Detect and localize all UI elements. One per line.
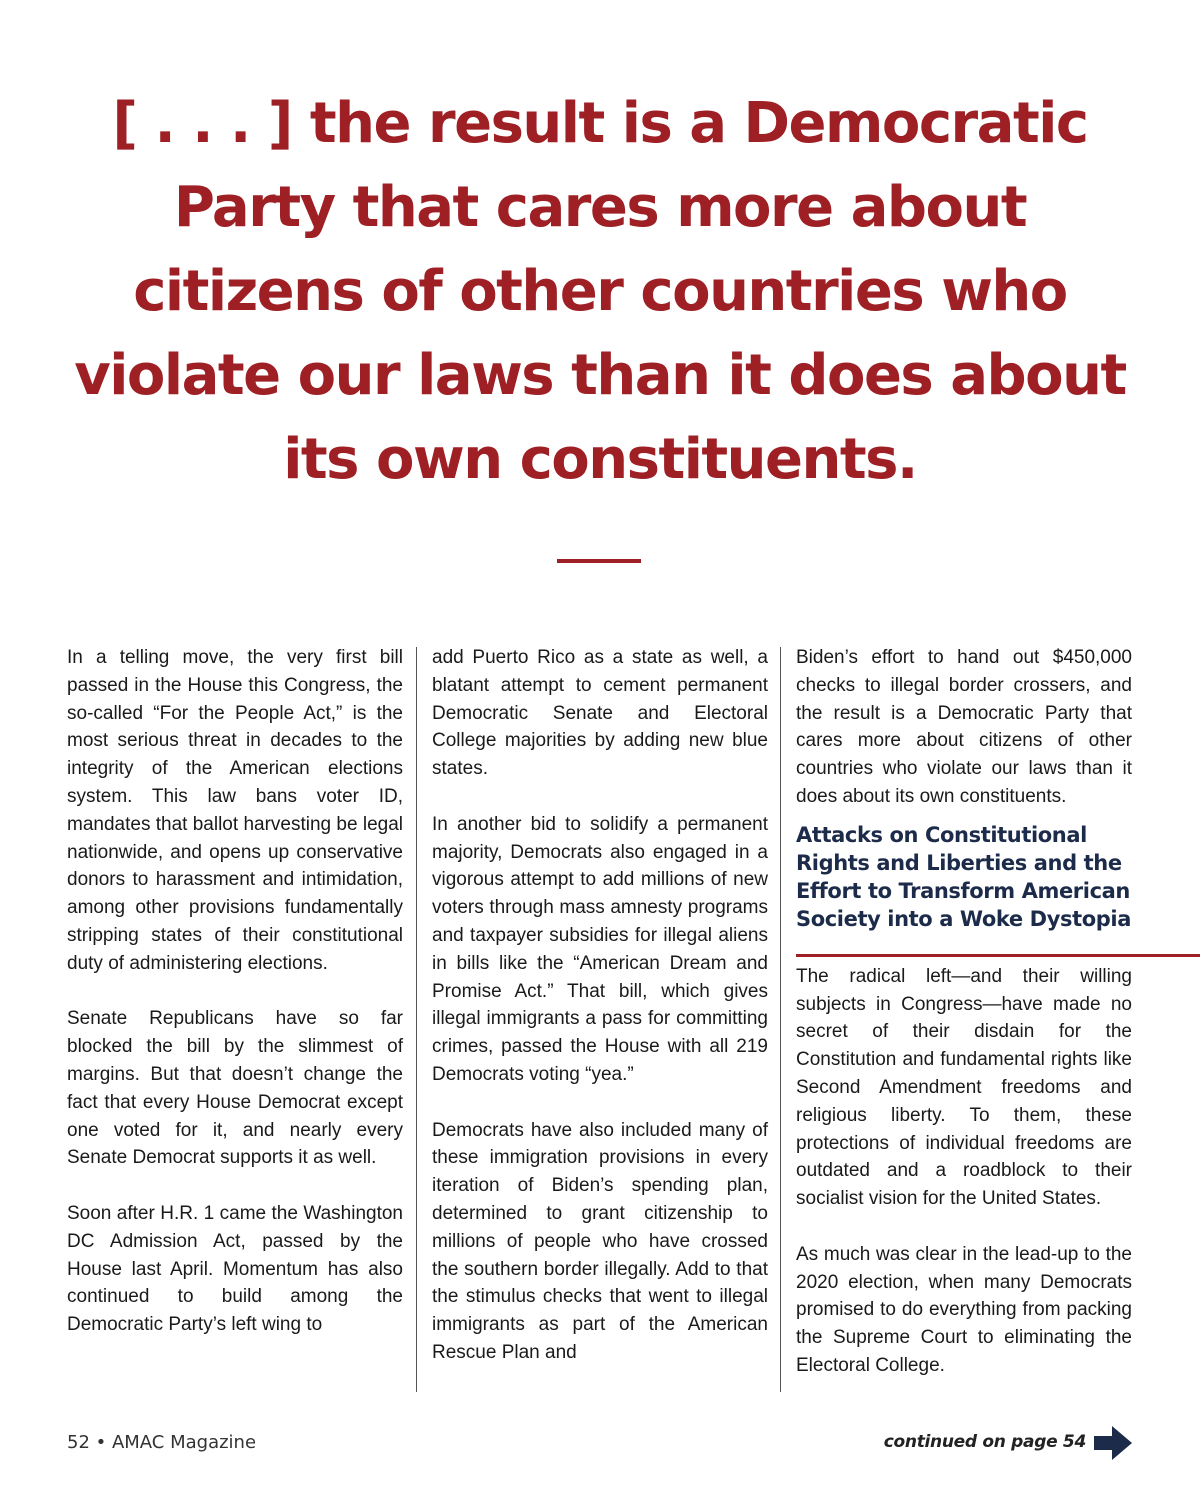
body-paragraph: In another bid to solidify a permanent majority, Democrats also engaged in a vigorous attempt to add millions of new voters through mass amnesty programs and taxpayer subsidies for illegal aliens in bills like the “American Dream and Promise Act.” That bill, which gives illegal immigrants a pass for committing crimes, passed the House with all 219 Democrats voting “yea.” (432, 813, 768, 1085)
body-paragraph: Biden’s effort to hand out $450,000 checks to illegal border crossers, and the result is a Democratic Party that cares more about citizens of other countries who violate our laws than it does about its own constituents. (796, 647, 1132, 807)
body-paragraph: Soon after H.R. 1 came the Washington DC Admission Act, passed by the House last April. Momentum has also continued to build among the Democratic Party’s left wing to (67, 1202, 403, 1336)
pull-quote (40, 82, 1160, 502)
pull-quote-divider (557, 559, 641, 563)
article-column-2 (432, 644, 768, 1367)
body-paragraph: add Puerto Rico as a state as well, a blatant attempt to cement permanent Democratic Senate and Electoral College majorities by adding new blue states. (432, 647, 768, 780)
body-paragraph: Senate Republicans have so far blocked the bill by the slimmest of margins. But that doesn’t change the fact that every House Democrat except one voted for it, and nearly every Senate Democrat supports it as well. (67, 1008, 403, 1169)
pull-quote-line: violate our laws than it does about (74, 343, 1126, 408)
subhead-underline (796, 954, 1200, 957)
body-paragraph: The radical left—and their willing subjects in Congress—have made no secret of their disdain for the Constitution and fundamental rights like Second Amendment freedoms and religious liberty. To them, these protections of individual freedoms are outdated and a roadblock to their socialist vision for the United States. (796, 965, 1132, 1210)
section-subhead: Attacks on Constitutional Rights and Liberties and the Effort to Transform American Society into a Woke Dystopia (796, 822, 1131, 931)
body-paragraph: In a telling move, the very first bill passed in the House this Congress, the so-called “For the People Act,” is the most serious threat in decades to the integrity of the American elections system. This law bans voter ID, mandates that ballot harvesting be legal nationwide, and opens up conservative donors to harassment and intimidation, among other provisions fundamentally stripping states of their constitutional duty of administering elections. (67, 647, 403, 974)
pull-quote-line: its own constituents. (283, 427, 917, 492)
pull-quote-line: Party that cares more about (173, 175, 1027, 240)
pull-quote-line: citizens of other countries who (133, 259, 1067, 324)
column-divider (780, 647, 781, 1392)
article-column-3 (796, 644, 1132, 1380)
body-paragraph: As much was clear in the lead-up to the 2020 election, when many Democrats promised to do everything from packing the Supreme Court to eliminating the Electoral College. (796, 1243, 1132, 1376)
body-paragraph: Democrats have also included many of these immigration provisions in every iteration of Biden’s spending plan, determined to grant citizenship to millions of people who have crossed the southern border illegally. Add to that the stimulus checks that went to illegal immigrants as part of the American Rescue Plan and (432, 1119, 768, 1363)
page-number-footer: 52 • AMAC Magazine (67, 1432, 257, 1453)
article-column-1 (67, 644, 403, 1339)
column-divider (416, 647, 417, 1392)
continued-link[interactable]: continued on page 54 (883, 1432, 1086, 1452)
arrow-right-icon-shape (1094, 1426, 1132, 1460)
pull-quote-line: [ . . . ] the result is a Democratic (112, 91, 1088, 156)
arrow-right-icon[interactable] (1094, 1424, 1134, 1462)
